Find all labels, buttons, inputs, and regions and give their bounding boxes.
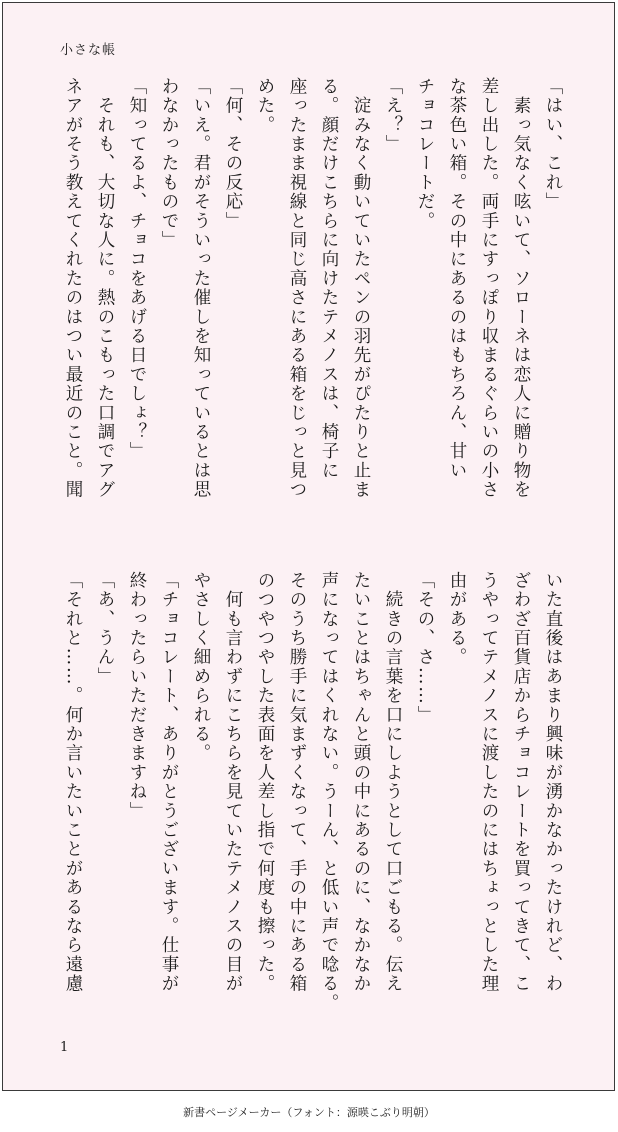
text-line: そのうち勝手に気まずくなって、手の中にある箱 [287,571,307,994]
text-line: な茶色い箱。その中にあるのはもちろん、甘い [447,77,467,481]
page-title: 小さな帳 [60,43,117,58]
text-line: たいことはちゃんと頭の中にあるのに、なかなか [351,571,371,994]
text-line: 「あ、うん」 [95,571,115,687]
text-line: 「それと……。何か言いたいことがあるなら遠慮 [63,571,83,994]
text-line: 「え？」 [383,77,403,154]
text-line: 由がある。 [447,571,467,667]
text-line: 座ったまま視線と同じ高さにある箱をじっと見つ [287,77,307,500]
text-line: やさしく細められる。 [191,571,211,763]
text-line: 差し出した。両手にすっぽり収まるぐらいの小さ [479,77,499,500]
text-line: 「知ってるよ、チョコをあげる日でしょ？」 [127,77,147,461]
text-line: めた。 [255,77,275,135]
text-line: 終わったらいただきますね」 [127,571,147,821]
text-line: 「いえ。君がそういった催しを知っているとは思 [191,77,211,500]
page-number: 1 [60,1040,69,1055]
text-line: 「はい、これ」 [543,77,563,212]
text-line: ざわざ百貨店からチョコレートを買ってきて、こ [511,571,531,994]
footer-credit: 新書ページメーカー（フォント：源暎こぶり明朝） [183,1106,435,1119]
text-line: 「何、その反応」 [223,77,243,231]
text-line: わなかったもので」 [159,77,179,250]
text-line: 声になってはくれない。うーん、と低い声で唸る。 [319,571,339,1013]
text-line: 素っ気なく呟いて、ソローネは恋人に贈り物を [511,77,531,500]
text-line: それも、大切な人に。熱のこもった口調でアグ [95,77,115,500]
body-text-upper [57,77,569,527]
text-line: チョコレートだ。 [415,77,435,231]
text-line: 何も言わずにこちらを見ていたテメノスの目が [223,571,243,994]
text-line: 淀みなく動いていたペンの羽先がぴたりと止ま [351,77,371,500]
body-text-lower [57,571,569,1011]
text-line: うやってテメノスに渡したのにはちょっとした理 [479,571,499,994]
text-line: のつやつやした表面を人差し指で何度も擦った。 [255,571,275,994]
text-line: いた直後はあまり興味が湧かなかったけれど、わ [543,571,563,994]
book-page [2,2,615,1091]
text-line: 「その、さ……」 [415,571,435,725]
text-line: る。顔だけこちらに向けたテメノスは、椅子に [319,77,339,481]
text-line: ネアがそう教えてくれたのはつい最近のこと。聞 [63,77,83,500]
text-line: 「チョコレート、ありがとうございます。仕事が [159,571,179,994]
text-line: 続きの言葉を口にしようとして口ごもる。伝え [383,571,403,994]
